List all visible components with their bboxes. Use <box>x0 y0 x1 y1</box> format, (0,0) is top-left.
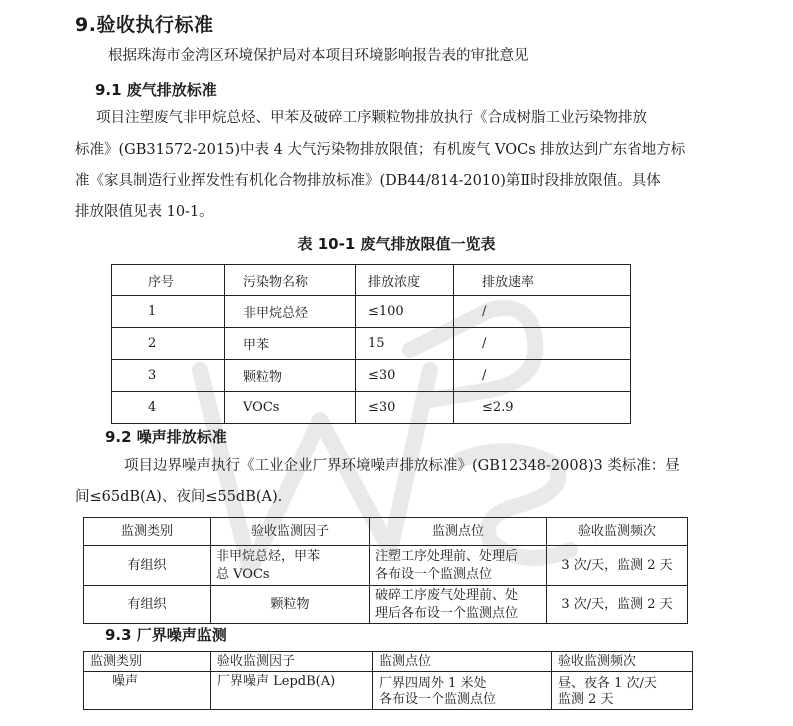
table-cell: 非甲烷总烃 <box>225 296 356 328</box>
table-row <box>112 296 631 328</box>
header-cell: 排放速率 <box>454 265 631 296</box>
exhaust-line-3: 准《家具制造行业挥发性有机化合物排放标准》(DB44/814-2010)第Ⅱ时段排放限值。具体 <box>75 173 661 189</box>
table-header-row <box>84 652 693 672</box>
table-cell: / <box>454 360 631 392</box>
table-cell: 有组织 <box>84 546 211 586</box>
noise-line-1: 项目边界噪声执行《工业企业厂界环境噪声排放标准》(GB12348-2008)3 类标准：昼 <box>124 458 680 474</box>
header-cell: 验收监测频次 <box>547 518 688 546</box>
table-header-row <box>112 265 631 296</box>
noise-emission-table <box>83 517 688 624</box>
intro-paragraph: 根据珠海市金湾区环境保护局对本项目环境影响报告表的审批意见 <box>108 48 529 64</box>
table-cell: 昼、夜各 1 次/天 监测 2 天 <box>552 672 693 710</box>
table-row <box>112 392 631 424</box>
exhaust-line-2: 标准》(GB31572-2015)中表 4 大气污染物排放限值；有机废气 VOCs 排放达到广东省地方标 <box>75 142 686 158</box>
table-cell: 厂界噪声 LepdB(A) <box>211 672 373 710</box>
table-cell: / <box>454 296 631 328</box>
table-cell: 非甲烷总烃，甲苯 总 VOCs <box>211 546 370 586</box>
table-row <box>84 672 693 710</box>
table-cell: 颗粒物 <box>225 360 356 392</box>
table-cell: 注塑工序处理前、处理后 各布设一个监测点位 <box>370 546 547 586</box>
header-cell: 监测点位 <box>370 518 547 546</box>
table-cell: 破碎工序废气处理前、处 理后各布设一个监测点位 <box>370 586 547 624</box>
table-header-row <box>84 518 688 546</box>
table-cell: ≤30 <box>356 392 454 424</box>
boundary-noise-table <box>83 651 693 710</box>
table-cell: 3 次/天，监测 2 天 <box>547 586 688 624</box>
subsection-title-exhaust: 9.1 废气排放标准 <box>95 81 217 99</box>
header-cell: 监测点位 <box>373 652 552 672</box>
table-cell: 厂界四周外 1 米处 各布设一个监测点位 <box>373 672 552 710</box>
header-cell: 验收监测频次 <box>552 652 693 672</box>
exhaust-line-1: 项目注塑废气非甲烷总烃、甲苯及破碎工序颗粒物排放执行《合成树脂工业污染物排放 <box>96 110 647 126</box>
table-cell: 噪声 <box>84 672 211 710</box>
header-cell: 监测类别 <box>84 652 211 672</box>
table-cell: 颗粒物 <box>211 586 370 624</box>
table-caption: 表 10-1 废气排放限值一览表 <box>297 235 496 253</box>
table-cell: 2 <box>112 328 225 360</box>
table-row <box>84 586 688 624</box>
table-cell: 1 <box>112 296 225 328</box>
header-cell: 验收监测因子 <box>211 518 370 546</box>
table-row <box>112 360 631 392</box>
table-cell: VOCs <box>225 392 356 424</box>
table-cell: 3 次/天，监测 2 天 <box>547 546 688 586</box>
header-cell: 监测类别 <box>84 518 211 546</box>
header-cell: 污染物名称 <box>225 265 356 296</box>
table-cell: / <box>454 328 631 360</box>
section-heading: 9.验收执行标准 <box>75 14 214 36</box>
table-cell: ≤2.9 <box>454 392 631 424</box>
subsection-title-noise: 9.2 噪声排放标准 <box>105 428 227 446</box>
table-row <box>84 546 688 586</box>
table-cell: 甲苯 <box>225 328 356 360</box>
subsection-title-boundary-noise: 9.3 厂界噪声监测 <box>105 626 227 644</box>
table-cell: 4 <box>112 392 225 424</box>
noise-line-2: 间≤65dB(A)、夜间≤55dB(A). <box>75 489 283 505</box>
table-cell: ≤30 <box>356 360 454 392</box>
exhaust-limits-table <box>111 264 631 424</box>
header-cell: 序号 <box>112 265 225 296</box>
exhaust-line-4: 排放限值见表 10-1。 <box>75 204 214 220</box>
header-cell: 排放浓度 <box>356 265 454 296</box>
table-cell: 15 <box>356 328 454 360</box>
table-cell: 3 <box>112 360 225 392</box>
header-cell: 验收监测因子 <box>211 652 373 672</box>
table-cell: 有组织 <box>84 586 211 624</box>
table-cell: ≤100 <box>356 296 454 328</box>
table-row <box>112 328 631 360</box>
